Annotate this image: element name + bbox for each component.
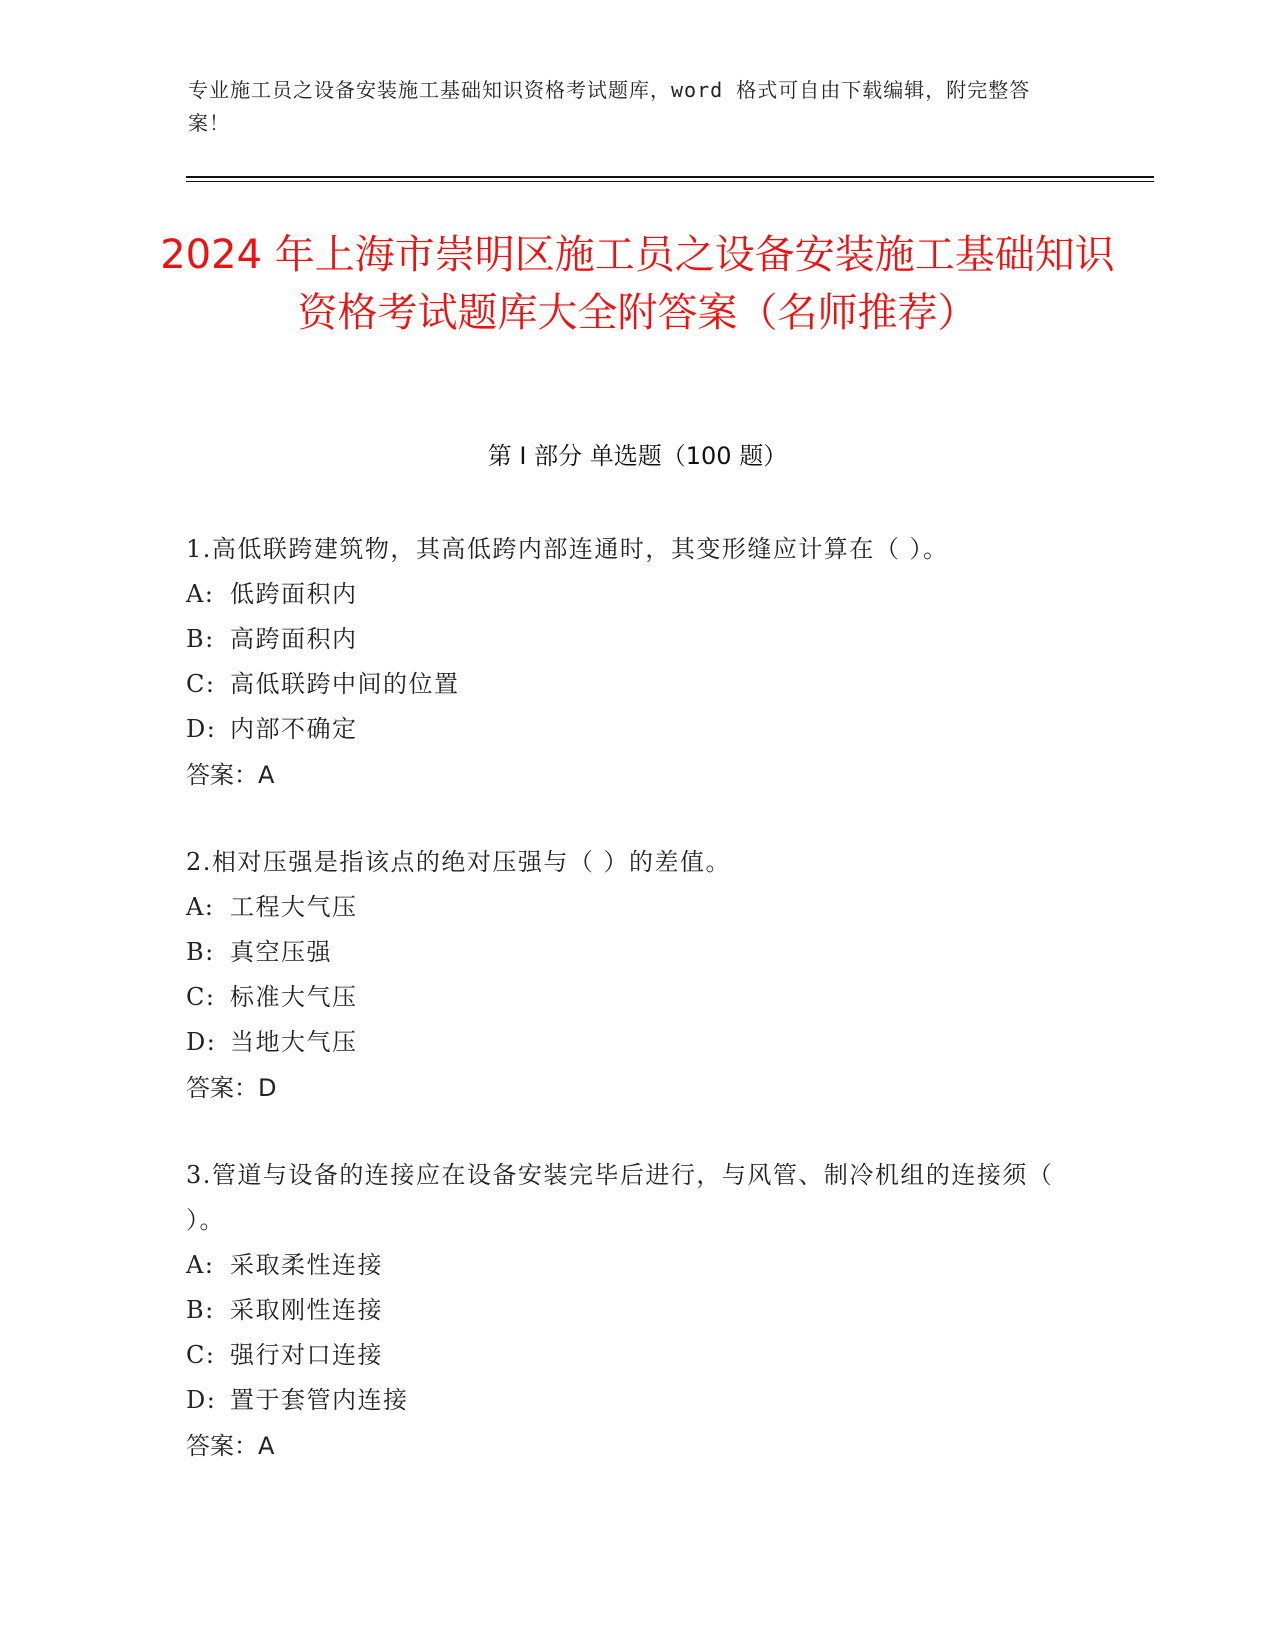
question-stem: 1.高低联跨建筑物，其高低跨内部连通时，其变形缝应计算在（ ）。 <box>186 535 949 563</box>
option-b <box>186 930 1066 975</box>
option-key: C: <box>186 1341 216 1369</box>
option-key: C: <box>186 983 216 1011</box>
question-2 <box>186 840 1066 1111</box>
question-stem: 2.相对压强是指该点的绝对压强与（ ）的差值。 <box>186 848 732 876</box>
question-3 <box>186 1153 1066 1469</box>
option-d <box>186 1020 1066 1065</box>
option-b <box>186 617 1066 662</box>
option-text: 标准大气压 <box>230 983 358 1011</box>
header-divider <box>186 176 1154 178</box>
option-a <box>186 885 1066 930</box>
question-list <box>186 527 1066 1469</box>
option-c <box>186 662 1066 707</box>
option-key: D: <box>186 1028 217 1056</box>
question-stem: 3.管道与设备的连接应在设备安装完毕后进行，与风管、制冷机组的连接须（ ）。 <box>186 1161 1054 1234</box>
option-d <box>186 707 1066 752</box>
question-1 <box>186 527 1066 798</box>
option-c <box>186 975 1066 1020</box>
option-d <box>186 1378 1066 1423</box>
option-key: A: <box>186 893 215 921</box>
option-key: D: <box>186 715 217 743</box>
option-a <box>186 572 1066 617</box>
option-text: 内部不确定 <box>230 715 358 743</box>
option-text: 强行对口连接 <box>230 1341 383 1369</box>
answer-line: 答案：D <box>186 1074 277 1102</box>
option-c <box>186 1333 1066 1378</box>
answer-line: 答案：A <box>186 1432 275 1460</box>
option-key: D: <box>186 1386 217 1414</box>
option-text: 采取柔性连接 <box>230 1251 383 1279</box>
option-key: A: <box>186 580 215 608</box>
option-key: C: <box>186 670 216 698</box>
header-note: 专业施工员之设备安装施工基础知识资格考试题库，word 格式可自由下载编辑，附完整答案！ <box>188 78 1031 135</box>
document-title: 2024 年上海市崇明区施工员之设备安装施工基础知识资格考试题库大全附答案（名师推荐） <box>160 232 1115 336</box>
option-key: A: <box>186 1251 215 1279</box>
option-text: 采取刚性连接 <box>230 1296 383 1324</box>
option-text: 低跨面积内 <box>230 580 358 608</box>
option-a <box>186 1243 1066 1288</box>
option-key: B: <box>186 938 215 966</box>
option-key: B: <box>186 1296 215 1324</box>
section-title: 第 I 部分 单选题（100 题） <box>487 442 788 470</box>
option-text: 高跨面积内 <box>230 625 358 653</box>
header-divider-thin <box>186 181 1154 182</box>
option-text: 真空压强 <box>230 938 332 966</box>
option-text: 工程大气压 <box>230 893 358 921</box>
option-text: 置于套管内连接 <box>230 1386 409 1414</box>
answer-line: 答案：A <box>186 761 275 789</box>
option-key: B: <box>186 625 215 653</box>
option-text: 高低联跨中间的位置 <box>230 670 460 698</box>
option-b <box>186 1288 1066 1333</box>
option-text: 当地大气压 <box>230 1028 358 1056</box>
